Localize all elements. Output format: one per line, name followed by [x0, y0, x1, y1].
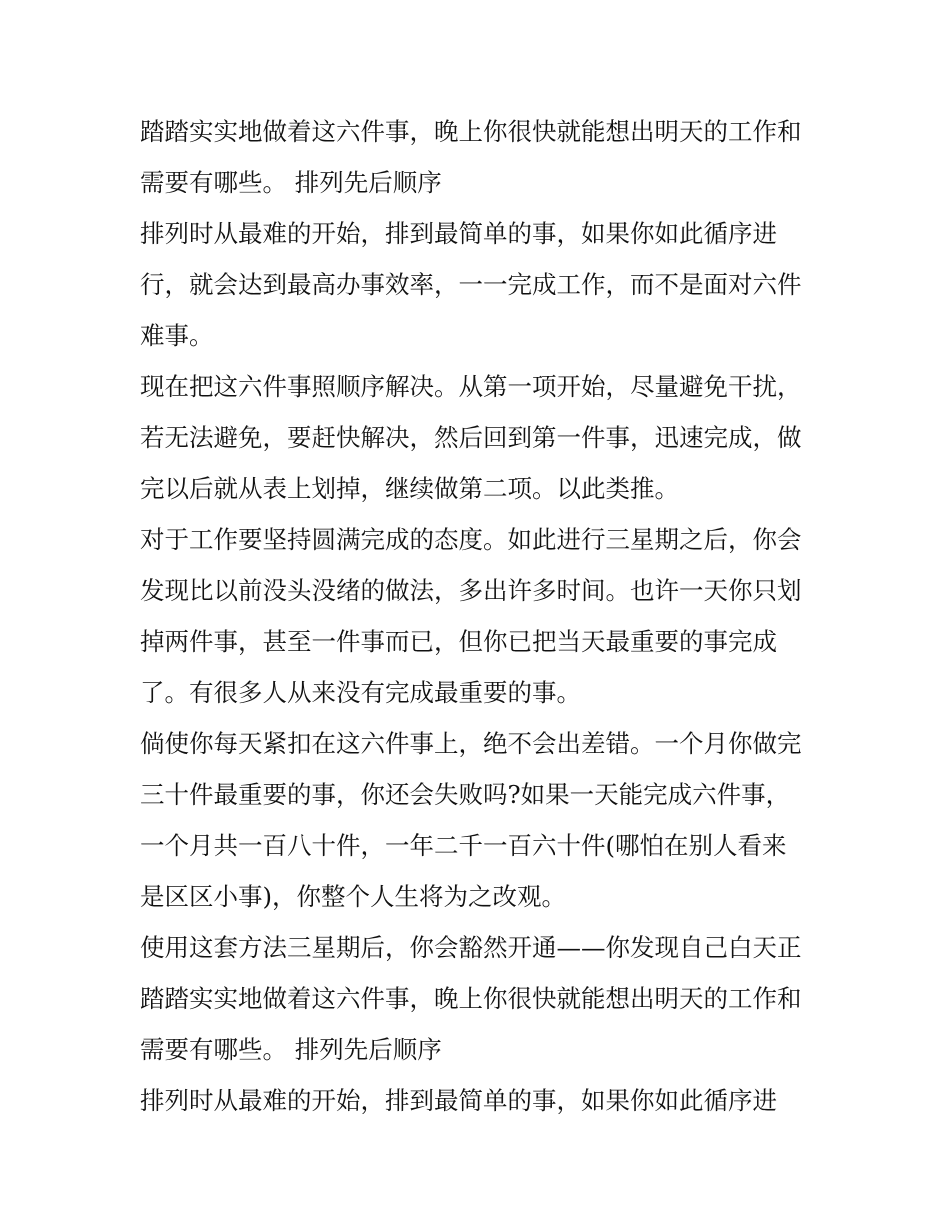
text-line: 若无法避免，要赶快解决，然后回到第一件事，迅速完成，做	[140, 423, 802, 452]
text-line: 一个月共一百八十件，一年二千一百六十件(哪怕在别人看来	[140, 831, 787, 860]
text-line: 完以后就从表上划掉，继续做第二项。以此类推。	[140, 474, 679, 503]
text-line: 踏踏实实地做着这六件事，晚上你很快就能想出明天的工作和	[140, 117, 802, 146]
text-line: 使用这套方法三星期后，你会豁然开通——你发现自己白天正	[140, 933, 802, 962]
text-line: 了。有很多人从来没有完成最重要的事。	[140, 678, 581, 707]
text-line: 踏踏实实地做着这六件事，晚上你很快就能想出明天的工作和	[140, 984, 802, 1013]
text-line: 发现比以前没头没绪的做法，多出许多时间。也许一天你只划	[140, 576, 802, 605]
text-line: 对于工作要坚持圆满完成的态度。如此进行三星期之后，你会	[140, 525, 802, 554]
text-line: 需要有哪些。 排列先后顺序	[140, 168, 442, 197]
text-line: 需要有哪些。 排列先后顺序	[140, 1035, 442, 1064]
text-line: 排列时从最难的开始，排到最简单的事，如果你如此循序进	[140, 1086, 777, 1115]
text-line: 现在把这六件事照顺序解决。从第一项开始，尽量避免干扰，	[140, 372, 802, 401]
text-line: 排列时从最难的开始，排到最简单的事，如果你如此循序进	[140, 219, 777, 248]
text-line: 倘使你每天紧扣在这六件事上，绝不会出差错。一个月你做完	[140, 729, 802, 758]
text-line: 是区区小事)，你整个人生将为之改观。	[140, 882, 567, 911]
text-line: 掉两件事，甚至一件事而已，但你已把当天最重要的事完成	[140, 627, 777, 656]
text-line: 行，就会达到最高办事效率，一一完成工作，而不是面对六件	[140, 270, 802, 299]
text-line: 难事。	[140, 321, 214, 350]
text-line: 三十件最重要的事，你还会失败吗?如果一天能完成六件事，	[140, 780, 791, 809]
document-body	[140, 106, 820, 1126]
